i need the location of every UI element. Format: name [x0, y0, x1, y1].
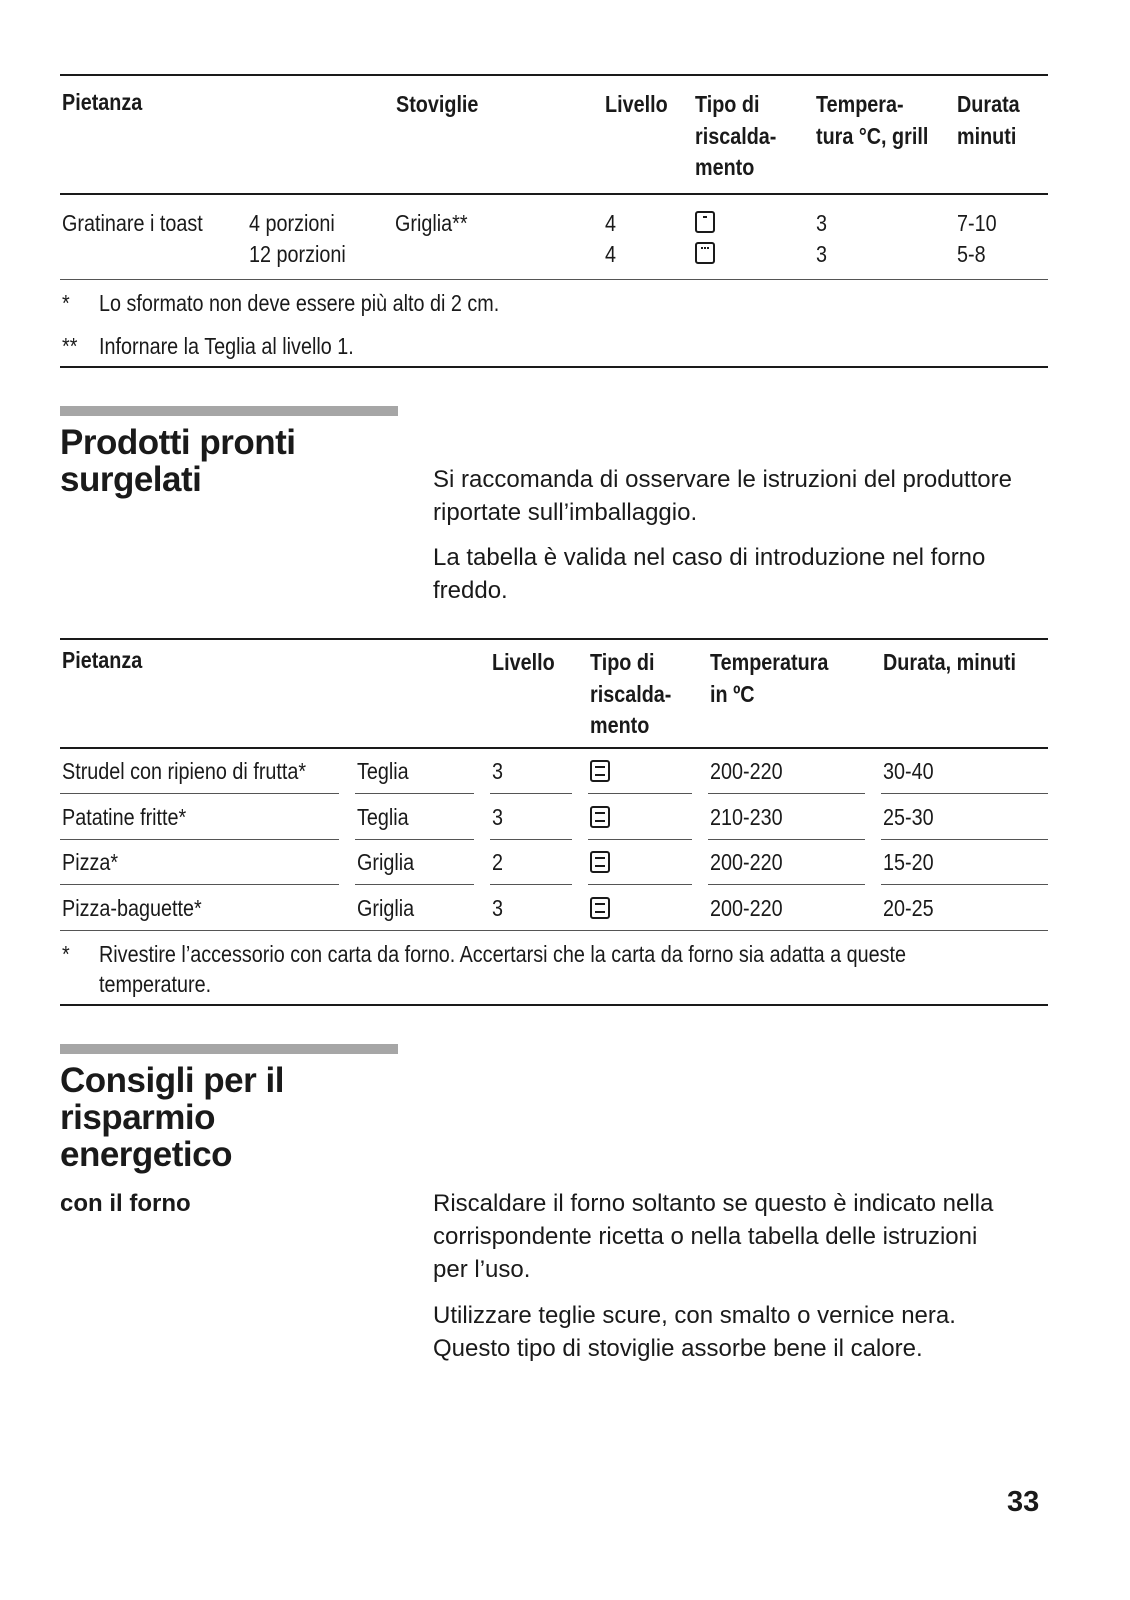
t1-temp-2: 3	[816, 241, 828, 267]
t2-note-mark: *	[62, 941, 70, 967]
row-rule	[490, 839, 572, 840]
t1-header-durata-1: Durata	[957, 91, 1020, 117]
t1-note-text-1: Lo sformato non deve essere più alto di 2 cm.	[99, 290, 500, 316]
t1-header-tipo-3: mento	[695, 154, 755, 180]
t1-durata-1: 7-10	[957, 210, 997, 236]
section2-para1-line3: per l’uso.	[433, 1256, 531, 1283]
t2-durata: 30-40	[883, 758, 934, 784]
t2-durata: 20-25	[883, 895, 934, 921]
t2-header-tipo-3: mento	[590, 712, 650, 738]
t2-temp: 200-220	[710, 758, 783, 784]
t2-stoviglie: Griglia	[357, 849, 415, 875]
row-rule	[708, 884, 865, 885]
table2-bottom-rule	[60, 1004, 1048, 1006]
row-rule	[588, 839, 692, 840]
t2-temp: 200-220	[710, 895, 783, 921]
t2-header-durata: Durata, minuti	[883, 649, 1016, 675]
top-bottom-heat-icon	[590, 806, 610, 828]
t2-header-livello: Livello	[492, 649, 555, 675]
t2-note-line2: temperature.	[99, 971, 212, 997]
t2-header-tipo-2: riscalda-	[590, 681, 672, 707]
t1-header-durata-2: minuti	[957, 123, 1017, 149]
t1-portion-2: 12 porzioni	[249, 241, 346, 267]
section1-title-line2: surgelati	[60, 460, 202, 499]
section2-para2-line1: Utilizzare teglie scure, con smalto o vernice nera.	[433, 1302, 956, 1329]
t1-note-mark-2: **	[62, 333, 78, 359]
t2-durata: 25-30	[883, 804, 934, 830]
row-rule	[355, 884, 474, 885]
section2-title-line3: energetico	[60, 1135, 232, 1174]
page-number: 33	[1007, 1486, 1040, 1518]
t1-stoviglie: Griglia**	[395, 210, 468, 236]
t2-header-temp-1: Temperatura	[710, 649, 829, 675]
t1-note-mark-1: *	[62, 290, 70, 316]
section1-bar	[60, 406, 398, 416]
row-rule	[60, 839, 339, 840]
section2-subhead: con il forno	[60, 1190, 191, 1217]
row-rule	[588, 793, 692, 794]
t2-livello: 3	[492, 895, 504, 921]
t1-dish: Gratinare i toast	[62, 210, 203, 236]
t1-header-livello: Livello	[605, 91, 668, 117]
t1-portion-1: 4 porzioni	[249, 210, 335, 236]
t1-header-tipo-2: riscalda-	[695, 123, 777, 149]
large-area-grill-icon	[695, 242, 715, 264]
t2-livello: 3	[492, 804, 504, 830]
t2-livello: 2	[492, 849, 504, 875]
table2-body-rule	[60, 930, 1048, 931]
t2-stoviglie: Teglia	[357, 758, 409, 784]
t1-header-tipo-1: Tipo di	[695, 91, 760, 117]
t2-temp: 200-220	[710, 849, 783, 875]
section2-bar	[60, 1044, 398, 1054]
table1-bottom-rule	[60, 366, 1048, 368]
section2-para1-line2: corrispondente ricetta o nella tabella delle istruzioni	[433, 1223, 978, 1250]
small-area-grill-icon	[695, 211, 715, 233]
t2-stoviglie: Teglia	[357, 804, 409, 830]
row-rule	[355, 793, 474, 794]
section2-para1-line1: Riscaldare il forno soltanto se questo è indicato nella	[433, 1190, 994, 1217]
row-rule	[708, 793, 865, 794]
t1-temp-1: 3	[816, 210, 828, 236]
t2-dish: Patatine fritte*	[62, 804, 187, 830]
section1-para2-line1: La tabella è valida nel caso di introduzione nel forno	[433, 544, 986, 571]
t1-header-temp-1: Tempera-	[816, 91, 904, 117]
row-rule	[881, 884, 1048, 885]
t2-temp: 210-230	[710, 804, 783, 830]
t2-note-line1: Rivestire l’accessorio con carta da forno. Accertarsi che la carta da forno sia adatta a queste	[99, 941, 907, 967]
table1-body-rule	[60, 279, 1048, 280]
table2-top-rule	[60, 638, 1048, 640]
section1-para1-line2: riportate sull’imballaggio.	[433, 499, 698, 526]
row-rule	[881, 793, 1048, 794]
t2-dish: Pizza*	[62, 849, 119, 875]
section1-para1-line1: Si raccomanda di osservare le istruzioni del produttore	[433, 466, 1012, 493]
t1-durata-2: 5-8	[957, 241, 986, 267]
table1-header-rule	[60, 193, 1048, 195]
row-rule	[490, 793, 572, 794]
section2-para2-line2: Questo tipo di stoviglie assorbe bene il calore.	[433, 1335, 923, 1362]
table2-header-rule	[60, 747, 1048, 749]
top-bottom-heat-icon	[590, 897, 610, 919]
t1-note-text-2: Infornare la Teglia al livello 1.	[99, 333, 354, 359]
section2-title-line2: risparmio	[60, 1098, 215, 1137]
row-rule	[708, 839, 865, 840]
section1-para2-line2: freddo.	[433, 577, 508, 604]
t1-header-temp-2: tura °C, grill	[816, 123, 929, 149]
t2-header-temp-2: in ºC	[710, 681, 755, 707]
section1-title-line1: Prodotti pronti	[60, 423, 296, 462]
section2-title-line1: Consigli per il	[60, 1061, 284, 1100]
table1-top-rule	[60, 74, 1048, 76]
t2-livello: 3	[492, 758, 504, 784]
t2-dish: Strudel con ripieno di frutta*	[62, 758, 307, 784]
row-rule	[490, 884, 572, 885]
row-rule	[881, 839, 1048, 840]
t1-livello-1: 4	[605, 210, 617, 236]
top-bottom-heat-icon	[590, 760, 610, 782]
row-rule	[588, 884, 692, 885]
t2-header-tipo-1: Tipo di	[590, 649, 655, 675]
row-rule	[60, 884, 339, 885]
t2-durata: 15-20	[883, 849, 934, 875]
t1-livello-2: 4	[605, 241, 617, 267]
t1-header-pietanza: Pietanza	[62, 89, 143, 115]
row-rule	[60, 793, 339, 794]
t2-dish: Pizza-baguette*	[62, 895, 202, 921]
row-rule	[355, 839, 474, 840]
t2-header-pietanza: Pietanza	[62, 647, 143, 673]
t2-stoviglie: Griglia	[357, 895, 415, 921]
top-bottom-heat-icon	[590, 851, 610, 873]
t1-header-stoviglie: Stoviglie	[396, 91, 479, 117]
